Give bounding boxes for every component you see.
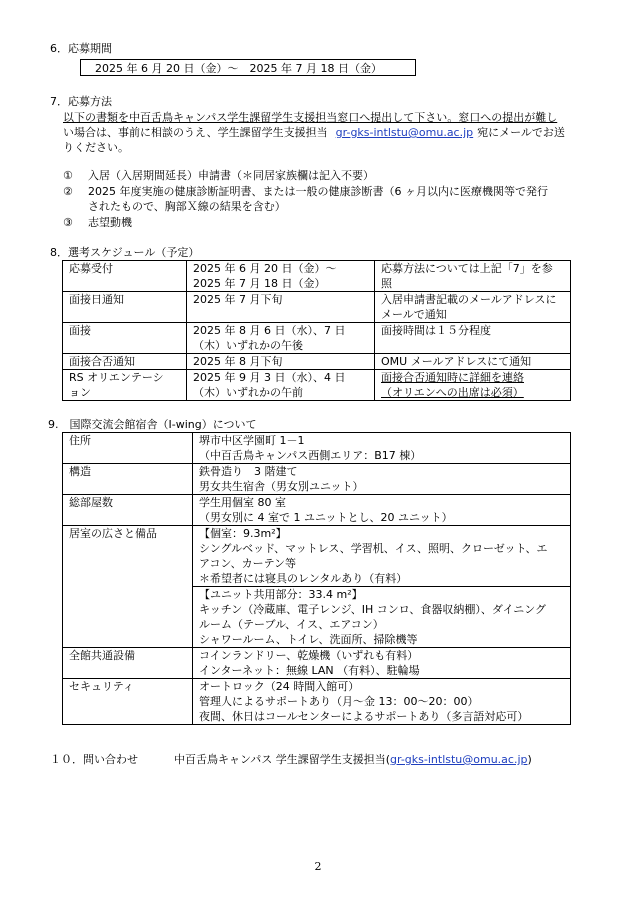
cell-line: 2025 年 6 月 20 日（金）～ bbox=[193, 262, 337, 275]
cell-line: 【個室：9.3m²】 bbox=[199, 527, 287, 540]
cell-line: （木）いずれかの午後 bbox=[193, 339, 303, 352]
schedule-note-cell bbox=[375, 370, 571, 401]
dorm-info-label: 居室の広さと備品 bbox=[63, 526, 193, 648]
cell-line: 学生用個室 80 室 bbox=[199, 496, 286, 509]
cell-line: シングルベッド、マットレス、学習机、イス、照明、クローゼット、エ bbox=[199, 542, 548, 555]
application-period-text: 2025 年 6 月 20 日（金）～ 2025 年 7 月 18 日（金） bbox=[95, 62, 382, 75]
schedule-step-cell bbox=[63, 354, 187, 370]
document-item-1 bbox=[63, 168, 374, 183]
cell-line: 2025 年 7 月 18 日（金） bbox=[193, 277, 326, 290]
cell-line: 夜間、休日はコールセンターによるサポートあり（多言語対応可） bbox=[199, 710, 529, 723]
cell-line: インターネット：無線 LAN （有料）、駐輪場 bbox=[199, 664, 420, 677]
dorm-info-row bbox=[63, 526, 571, 587]
cell-line: 鉄骨造り 3 階建て bbox=[199, 465, 298, 478]
cell-line: 面接合否通知 bbox=[69, 355, 135, 368]
schedule-row bbox=[63, 292, 571, 323]
dorm-info-value bbox=[193, 679, 571, 725]
cell-line: 2025 年 9 月 3 日（水）、4 日 bbox=[193, 371, 346, 384]
cell-line: オートロック（24 時間入館可） bbox=[199, 680, 360, 693]
dorm-info-label: セキュリティ bbox=[63, 679, 193, 725]
inquiry-close-paren: ) bbox=[527, 753, 532, 766]
schedule-step-cell bbox=[63, 261, 187, 292]
dorm-info-label: 住所 bbox=[63, 433, 193, 464]
dorm-info-value bbox=[193, 464, 571, 495]
dorm-info-label: 全館共通設備 bbox=[63, 648, 193, 679]
schedule-note-cell bbox=[375, 292, 571, 323]
cell-line: （中百舌鳥キャンパス西側エリア：B17 棟） bbox=[199, 449, 422, 462]
schedule-date-cell bbox=[187, 354, 375, 370]
dorm-info-row bbox=[63, 648, 571, 679]
section10-heading: １０．問い合わせ bbox=[50, 753, 138, 766]
dorm-info-value bbox=[193, 433, 571, 464]
item-text: 2025 年度実施の健康診断証明書、または一般の健康診断書（6 ヶ月以内に医療機関等で発行 bbox=[88, 185, 548, 198]
document-item-3 bbox=[63, 215, 132, 230]
cell-line: 2025 年 7 月下旬 bbox=[193, 293, 283, 306]
method-line-2 bbox=[63, 125, 608, 140]
page-number: 2 bbox=[314, 860, 322, 873]
schedule-note-cell bbox=[375, 323, 571, 354]
item-text: されたもので、胸部Ｘ線の結果を含む） bbox=[88, 200, 286, 213]
cell-line: 2025 年 8 月下旬 bbox=[193, 355, 283, 368]
schedule-date-cell bbox=[187, 261, 375, 292]
method-line-2-pre: い場合は、事前に相談のうえ、学生課留学生支援担当 bbox=[63, 126, 328, 139]
cell-line: 面接 bbox=[69, 324, 91, 337]
section7-heading: 7．応募方法 bbox=[50, 95, 112, 108]
dorm-info-row bbox=[63, 464, 571, 495]
dorm-info-value bbox=[193, 587, 571, 648]
section10-inquiry bbox=[50, 752, 532, 767]
cell-line: 面接合否通知時に詳細を連絡 bbox=[381, 371, 524, 384]
schedule-step-cell bbox=[63, 323, 187, 354]
cell-line: 面接時間は１５分程度 bbox=[381, 324, 491, 337]
schedule-note-cell bbox=[375, 261, 571, 292]
cell-line: 【ユニット共用部分：33.4 m²】 bbox=[199, 588, 363, 601]
cell-line: 2025 年 8 月 6 日（水）、7 日 bbox=[193, 324, 346, 337]
cell-line: ＊希望者には寝具のレンタルあり（有料） bbox=[199, 572, 408, 585]
cell-line: ルーム（テーブル、イス、エアコン） bbox=[199, 618, 384, 631]
cell-line: ョン bbox=[69, 386, 91, 399]
section8-heading: 8．選考スケジュール（予定） bbox=[50, 246, 200, 259]
cell-line: コインランドリー、乾燥機（いずれも有料） bbox=[199, 649, 419, 662]
cell-line: OMU メールアドレスにて通知 bbox=[381, 355, 532, 368]
cell-line: キッチン（冷蔵庫、電子レンジ、IH コンロ、食器収納棚）、ダイニング bbox=[199, 603, 546, 616]
cell-line: 入居申請書記載のメールアドレスに bbox=[381, 293, 557, 306]
cell-line: 面接日通知 bbox=[69, 293, 124, 306]
schedule-date-cell bbox=[187, 292, 375, 323]
dorm-info-label: 総部屋数 bbox=[63, 495, 193, 526]
schedule-date-cell bbox=[187, 370, 375, 401]
item-number: ③ bbox=[63, 216, 73, 229]
dorm-info-row bbox=[63, 433, 571, 464]
item-text: 入居（入居期間延長）申請書（＊同居家族欄は記入不要） bbox=[88, 169, 374, 182]
schedule-note-cell bbox=[375, 354, 571, 370]
dormitory-info-table bbox=[62, 432, 571, 725]
inquiry-email-link[interactable]: gr-gks-intlstu@omu.ac.jp bbox=[390, 753, 528, 766]
item-number: ② bbox=[63, 185, 73, 198]
inquiry-office: 中百舌鳥キャンパス 学生課留学生支援担当( bbox=[174, 753, 391, 766]
cell-line: 管理人によるサポートあり（月～金 13：00～20：00） bbox=[199, 695, 479, 708]
dorm-info-label: 構造 bbox=[63, 464, 193, 495]
schedule-table bbox=[62, 260, 571, 401]
cell-line: （木）いずれかの午前 bbox=[193, 386, 303, 399]
schedule-row bbox=[63, 323, 571, 354]
cell-line: 応募方法については上記「7」を参 bbox=[381, 262, 553, 275]
section6-heading: 6．応募期間 bbox=[50, 42, 112, 55]
cell-line: 照 bbox=[381, 277, 392, 290]
document-item-2-continued bbox=[63, 199, 286, 214]
cell-line: シャワールーム、トイレ、洗面所、掃除機等 bbox=[199, 633, 418, 646]
dorm-info-value bbox=[193, 495, 571, 526]
item-number: ① bbox=[63, 169, 73, 182]
application-method-text bbox=[63, 110, 608, 155]
schedule-row bbox=[63, 261, 571, 292]
section9-heading: 9. 国際交流会館宿舎（I-wing）について bbox=[48, 418, 257, 431]
schedule-step-cell bbox=[63, 370, 187, 401]
method-line-1: 以下の書類を中百舌鳥キャンパス学生課留学生支援担当窓口へ提出して下さい。窓口への提出が難し bbox=[63, 111, 558, 124]
dorm-info-row bbox=[63, 679, 571, 725]
cell-line: RS オリエンテーシ bbox=[69, 371, 164, 384]
cell-line: アコン、カーテン等 bbox=[199, 557, 297, 570]
cell-line: 男女共生宿舎（男女別ユニット） bbox=[199, 480, 364, 493]
dorm-info-value bbox=[193, 526, 571, 587]
item-text: 志望動機 bbox=[88, 216, 132, 229]
schedule-date-cell bbox=[187, 323, 375, 354]
contact-email-link[interactable]: gr-gks-intlstu@omu.ac.jp bbox=[335, 126, 474, 139]
method-line-2-post: 宛にメールでお送 bbox=[477, 126, 565, 139]
schedule-row bbox=[63, 370, 571, 401]
cell-line: 応募受付 bbox=[69, 262, 113, 275]
cell-line: （オリエンへの出席は必須） bbox=[381, 386, 524, 399]
cell-line: メールで通知 bbox=[381, 308, 447, 321]
cell-line: （男女別に 4 室で 1 ユニットとし、20 ユニット） bbox=[199, 511, 453, 524]
application-period-box bbox=[80, 59, 416, 76]
document-item-2 bbox=[63, 184, 548, 199]
schedule-row bbox=[63, 354, 571, 370]
schedule-step-cell bbox=[63, 292, 187, 323]
dorm-info-value bbox=[193, 648, 571, 679]
dorm-info-row bbox=[63, 495, 571, 526]
method-line-3: りください。 bbox=[63, 141, 129, 154]
cell-line: 堺市中区学園町 1－1 bbox=[199, 434, 305, 447]
